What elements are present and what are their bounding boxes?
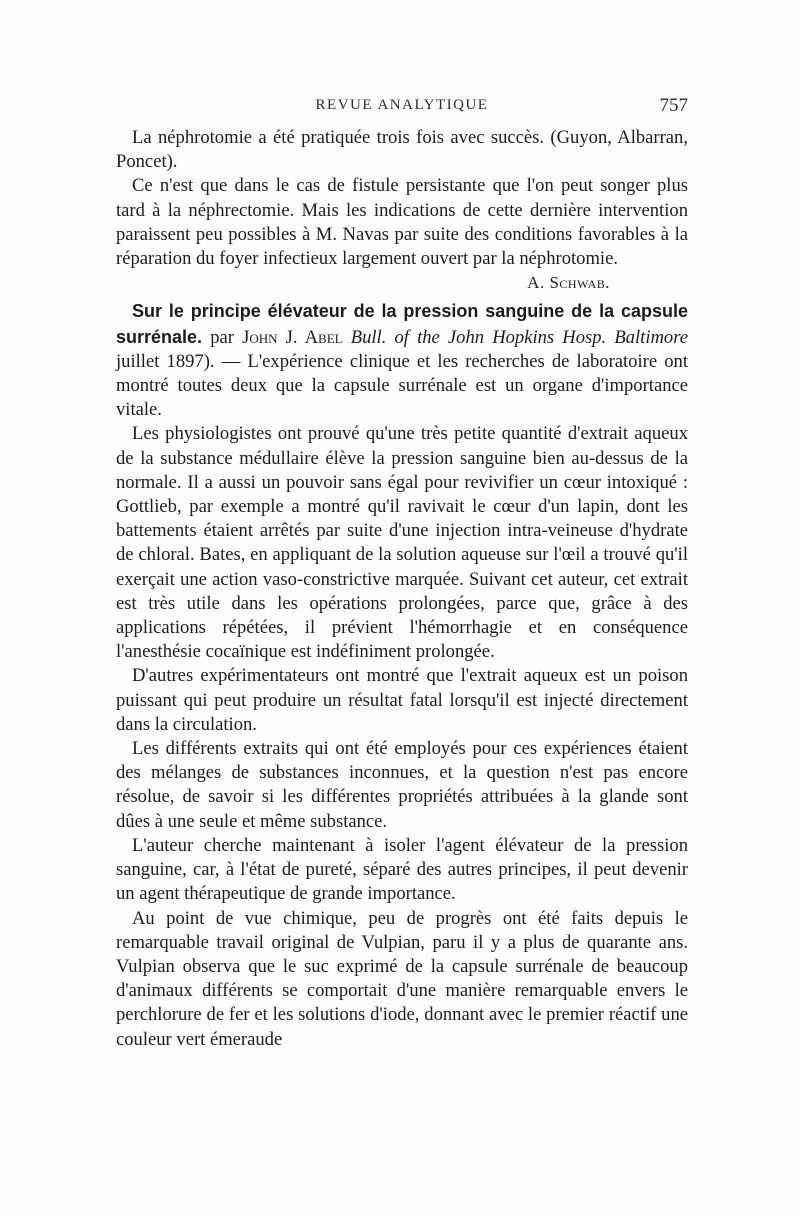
paragraph: La néphrotomie a été pratiquée trois fois avec succès. (Guyon, Albarran, Poncet). [116, 127, 688, 173]
signature-text: A. Schwab. [527, 273, 610, 293]
article-title: Sur le principe élévateur de la pression sanguine de la capsule surrénale. [116, 301, 688, 347]
paragraph: L'auteur cherche maintenant à isoler l'agent élévateur de la pression sanguine, car, à l'état de pureté, séparé des autres principes, il peut devenir un agent thérapeutique de grande importance. [116, 834, 688, 905]
article-journal: Bull. of the John Hopkins Hosp. Baltimore [350, 326, 689, 348]
paragraph: Les physiologistes ont prouvé qu'une très petite quantité d'extrait aqueux de la substance médullaire élève la pression sanguine bien au-dessus de la normale. Il a aussi un pouvoir sans égal pour revivifier un cœur intoxiqué : Gottlieb, par exemple a montré qu'il ravivait le cœur d'un lapin, dont les battements étaient arrêtés par suite d'une injection intra-veineuse d'hydrate de chloral. Bates, en appliquant de la solution aqueuse sur l'œil a trouvé qu'il exerçait une action vaso-constrictive marquée. Suivant cet auteur, cet extrait est très utile dans les opérations prolongées, parce que, grâce à des applications répétées, il prévient l'hémorrhagie et en conséquence l'anesthésie cocaïnique est indéfiniment prolongée. [116, 423, 688, 663]
page-header [116, 95, 688, 121]
article-date: juillet 1897). [116, 350, 215, 372]
paragraph: Ce n'est que dans le cas de fistule persistante que l'on peut songer plus tard à la néphrectomie. Mais les indications de cette dernière intervention paraissent peu possibles à M. Navas par suite des conditions favorables à la réparation du foyer infectieux largement ouvert par la néphrotomie. [116, 175, 688, 270]
paragraph: Au point de vue chimique, peu de progrès ont été faits depuis le remarquable travail original de Vulpian, paru il y a plus de quarante ans. Vulpian observa que le suc exprimé de la capsule surrénale de beaucoup d'animaux différents se comportait d'une manière remarquable envers le perchlorure de fer et les solutions d'iode, donnant avec le premier réactif une couleur vert émeraude [116, 907, 688, 1050]
article-lead-paragraph [116, 299, 688, 422]
article-by: par [210, 326, 234, 348]
author-signature [116, 271, 688, 295]
paragraph: Les différents extraits qui ont été employés pour ces expériences étaient des mélanges de substances inconnues, et la question n'est pas encore résolue, de savoir si les différentes propriétés attribuées à la glande sont dûes à une seule et même substance. [116, 738, 688, 832]
body-text [116, 126, 688, 1052]
page-number: 757 [659, 95, 688, 116]
article-intro: — L'expérience clinique et les recherches de laboratoire ont montré toutes deux que la capsule surrénale est un organe d'importance vitale. [116, 350, 688, 421]
paragraph: D'autres expérimentateurs ont montré que l'extrait aqueux est un poison puissant qui peut produire un résultat fatal lorsqu'il est injecté directement dans la circulation. [116, 665, 688, 735]
running-title: REVUE ANALYTIQUE [315, 97, 489, 113]
article-author: John J. Abel [242, 326, 343, 348]
